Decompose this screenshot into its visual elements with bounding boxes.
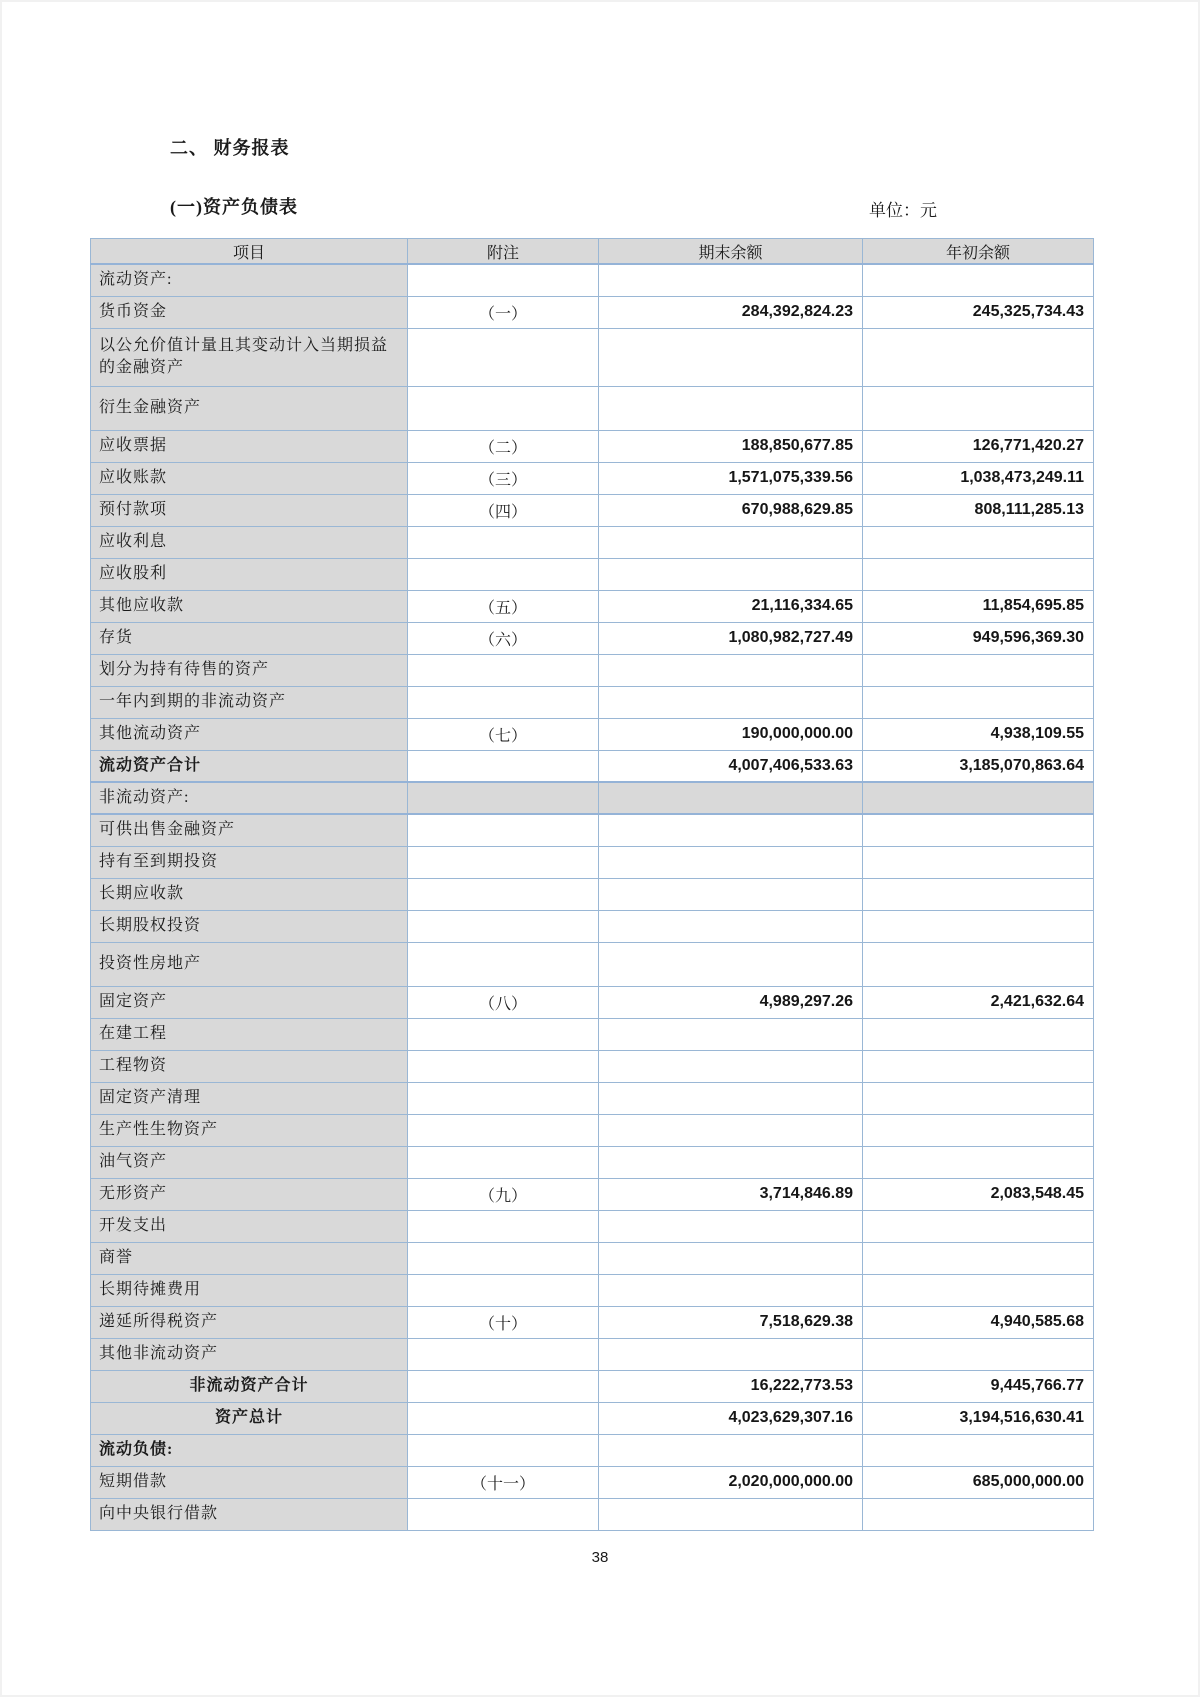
note-cell — [408, 1434, 599, 1466]
table-row — [91, 494, 1094, 526]
ending-balance-cell — [599, 846, 863, 878]
beginning-balance-cell — [863, 654, 1094, 686]
beginning-balance-cell — [863, 1082, 1094, 1114]
note-cell — [408, 686, 599, 718]
note-cell — [408, 846, 599, 878]
ending-balance-cell: 188,850,677.85 — [599, 430, 863, 462]
beginning-balance-cell — [863, 1434, 1094, 1466]
table-row — [91, 296, 1094, 328]
ending-balance-cell: 190,000,000.00 — [599, 718, 863, 750]
table-row — [91, 910, 1094, 942]
beginning-balance-cell: 11,854,695.85 — [863, 590, 1094, 622]
table-row — [91, 1402, 1094, 1434]
table-row — [91, 1050, 1094, 1082]
table-row — [91, 1082, 1094, 1114]
ending-balance-cell — [599, 328, 863, 386]
table-row — [91, 264, 1094, 296]
item-cell: 其他应收款 — [91, 590, 408, 622]
item-cell: 向中央银行借款 — [91, 1498, 408, 1530]
item-cell: 投资性房地产 — [91, 942, 408, 986]
item-cell: 长期应收款 — [91, 878, 408, 910]
ending-balance-cell — [599, 1210, 863, 1242]
beginning-balance-cell: 4,940,585.68 — [863, 1306, 1094, 1338]
ending-balance-cell — [599, 1114, 863, 1146]
ending-balance-cell: 1,080,982,727.49 — [599, 622, 863, 654]
beginning-balance-cell — [863, 942, 1094, 986]
item-cell: 预付款项 — [91, 494, 408, 526]
beginning-balance-cell: 3,185,070,863.64 — [863, 750, 1094, 782]
column-header-ending-balance: 期末余额 — [599, 239, 863, 265]
item-cell: 固定资产 — [91, 986, 408, 1018]
note-cell: （一） — [408, 296, 599, 328]
beginning-balance-cell — [863, 1146, 1094, 1178]
ending-balance-cell — [599, 1082, 863, 1114]
column-header-item: 项目 — [91, 239, 408, 265]
beginning-balance-cell: 4,938,109.55 — [863, 718, 1094, 750]
beginning-balance-cell: 2,083,548.45 — [863, 1178, 1094, 1210]
item-cell: 一年内到期的非流动资产 — [91, 686, 408, 718]
item-cell: 划分为持有待售的资产 — [91, 654, 408, 686]
ending-balance-cell — [599, 910, 863, 942]
ending-balance-cell — [599, 782, 863, 814]
table-row — [91, 846, 1094, 878]
beginning-balance-cell — [863, 328, 1094, 386]
note-cell — [408, 526, 599, 558]
table-row — [91, 1178, 1094, 1210]
balance-sheet-title: (一)资产负债表 — [170, 197, 298, 217]
beginning-balance-cell: 949,596,369.30 — [863, 622, 1094, 654]
table-row — [91, 1338, 1094, 1370]
note-cell — [408, 1146, 599, 1178]
ending-balance-cell: 21,116,334.65 — [599, 590, 863, 622]
note-cell — [408, 878, 599, 910]
note-cell — [408, 558, 599, 590]
item-cell: 其他流动资产 — [91, 718, 408, 750]
note-cell: （八） — [408, 986, 599, 1018]
table-row — [91, 1498, 1094, 1530]
table-row — [91, 942, 1094, 986]
note-cell — [408, 328, 599, 386]
beginning-balance-cell — [863, 526, 1094, 558]
note-cell — [408, 1210, 599, 1242]
ending-balance-cell — [599, 814, 863, 846]
beginning-balance-cell: 3,194,516,630.41 — [863, 1402, 1094, 1434]
note-cell — [408, 1050, 599, 1082]
ending-balance-cell — [599, 1146, 863, 1178]
beginning-balance-cell — [863, 264, 1094, 296]
table-row — [91, 1370, 1094, 1402]
note-cell — [408, 782, 599, 814]
item-cell: 长期股权投资 — [91, 910, 408, 942]
beginning-balance-cell — [863, 782, 1094, 814]
note-cell — [408, 910, 599, 942]
table-row — [91, 558, 1094, 590]
item-cell: 固定资产清理 — [91, 1082, 408, 1114]
table-row — [91, 1018, 1094, 1050]
table-row — [91, 328, 1094, 386]
note-cell — [408, 386, 599, 430]
beginning-balance-cell: 9,445,766.77 — [863, 1370, 1094, 1402]
item-cell: 可供出售金融资产 — [91, 814, 408, 846]
table-row — [91, 750, 1094, 782]
beginning-balance-cell — [863, 386, 1094, 430]
table-row — [91, 1274, 1094, 1306]
table-row — [91, 1434, 1094, 1466]
item-cell: 递延所得税资产 — [91, 1306, 408, 1338]
ending-balance-cell — [599, 942, 863, 986]
beginning-balance-cell — [863, 1338, 1094, 1370]
beginning-balance-cell — [863, 1114, 1094, 1146]
column-header-note: 附注 — [408, 239, 599, 265]
table-row — [91, 986, 1094, 1018]
item-cell: 油气资产 — [91, 1146, 408, 1178]
table-row — [91, 878, 1094, 910]
item-cell: 生产性生物资产 — [91, 1114, 408, 1146]
table-row — [91, 526, 1094, 558]
ending-balance-cell — [599, 654, 863, 686]
beginning-balance-cell: 808,111,285.13 — [863, 494, 1094, 526]
beginning-balance-cell — [863, 910, 1094, 942]
table-row — [91, 462, 1094, 494]
table-row — [91, 718, 1094, 750]
ending-balance-cell: 4,989,297.26 — [599, 986, 863, 1018]
ending-balance-cell: 2,020,000,000.00 — [599, 1466, 863, 1498]
note-cell: （六） — [408, 622, 599, 654]
note-cell — [408, 942, 599, 986]
table-row — [91, 622, 1094, 654]
item-cell: 应收票据 — [91, 430, 408, 462]
ending-balance-cell: 4,007,406,533.63 — [599, 750, 863, 782]
ending-balance-cell — [599, 526, 863, 558]
note-cell: （十一） — [408, 1466, 599, 1498]
section-title: 二、 财务报表 — [170, 138, 290, 158]
item-cell: 流动资产合计 — [91, 750, 408, 782]
table-row — [91, 1466, 1094, 1498]
table-row — [91, 1146, 1094, 1178]
note-cell — [408, 1082, 599, 1114]
item-cell: 非流动资产合计 — [91, 1370, 408, 1402]
item-cell: 工程物资 — [91, 1050, 408, 1082]
ending-balance-cell: 16,222,773.53 — [599, 1370, 863, 1402]
ending-balance-cell — [599, 878, 863, 910]
note-cell: （四） — [408, 494, 599, 526]
ending-balance-cell — [599, 1498, 863, 1530]
item-cell: 衍生金融资产 — [91, 386, 408, 430]
item-cell: 在建工程 — [91, 1018, 408, 1050]
table-row — [91, 386, 1094, 430]
balance-sheet-table — [90, 238, 1094, 1531]
table-row — [91, 782, 1094, 814]
beginning-balance-cell — [863, 686, 1094, 718]
item-cell: 应收账款 — [91, 462, 408, 494]
ending-balance-cell: 4,023,629,307.16 — [599, 1402, 863, 1434]
ending-balance-cell — [599, 1338, 863, 1370]
beginning-balance-cell — [863, 1210, 1094, 1242]
ending-balance-cell — [599, 686, 863, 718]
column-header-beginning-balance: 年初余额 — [863, 239, 1094, 265]
ending-balance-cell: 284,392,824.23 — [599, 296, 863, 328]
table-row — [91, 1210, 1094, 1242]
item-cell: 存货 — [91, 622, 408, 654]
page-number: 38 — [591, 1549, 609, 1566]
table-row — [91, 654, 1094, 686]
note-cell: （十） — [408, 1306, 599, 1338]
beginning-balance-cell: 685,000,000.00 — [863, 1466, 1094, 1498]
note-cell: （七） — [408, 718, 599, 750]
note-cell — [408, 264, 599, 296]
beginning-balance-cell: 2,421,632.64 — [863, 986, 1094, 1018]
ending-balance-cell: 7,518,629.38 — [599, 1306, 863, 1338]
beginning-balance-cell — [863, 1274, 1094, 1306]
table-row — [91, 590, 1094, 622]
ending-balance-cell — [599, 264, 863, 296]
note-cell: （五） — [408, 590, 599, 622]
item-cell: 货币资金 — [91, 296, 408, 328]
item-cell: 长期待摊费用 — [91, 1274, 408, 1306]
beginning-balance-cell: 245,325,734.43 — [863, 296, 1094, 328]
item-cell: 流动资产: — [91, 264, 408, 296]
item-cell: 短期借款 — [91, 1466, 408, 1498]
unit-label: 单位：元 — [869, 201, 937, 220]
table-header-row — [91, 239, 1094, 265]
note-cell — [408, 1370, 599, 1402]
note-cell — [408, 1274, 599, 1306]
item-cell: 流动负债: — [91, 1434, 408, 1466]
note-cell — [408, 814, 599, 846]
ending-balance-cell: 1,571,075,339.56 — [599, 462, 863, 494]
ending-balance-cell — [599, 1274, 863, 1306]
item-cell: 其他非流动资产 — [91, 1338, 408, 1370]
beginning-balance-cell — [863, 1242, 1094, 1274]
beginning-balance-cell: 126,771,420.27 — [863, 430, 1094, 462]
table-row — [91, 1306, 1094, 1338]
item-cell: 持有至到期投资 — [91, 846, 408, 878]
ending-balance-cell — [599, 558, 863, 590]
beginning-balance-cell — [863, 1498, 1094, 1530]
ending-balance-cell — [599, 1434, 863, 1466]
ending-balance-cell: 3,714,846.89 — [599, 1178, 863, 1210]
item-cell: 应收股利 — [91, 558, 408, 590]
note-cell — [408, 1498, 599, 1530]
table-row — [91, 430, 1094, 462]
note-cell — [408, 750, 599, 782]
beginning-balance-cell: 1,038,473,249.11 — [863, 462, 1094, 494]
note-cell — [408, 1018, 599, 1050]
beginning-balance-cell — [863, 846, 1094, 878]
item-cell: 以公允价值计量且其变动计入当期损益的金融资产 — [91, 328, 408, 386]
beginning-balance-cell — [863, 814, 1094, 846]
note-cell: （二） — [408, 430, 599, 462]
item-cell: 非流动资产: — [91, 782, 408, 814]
table-row — [91, 686, 1094, 718]
note-cell — [408, 1242, 599, 1274]
ending-balance-cell: 670,988,629.85 — [599, 494, 863, 526]
table-row — [91, 1242, 1094, 1274]
ending-balance-cell — [599, 1242, 863, 1274]
note-cell — [408, 1114, 599, 1146]
note-cell — [408, 1338, 599, 1370]
table-row — [91, 1114, 1094, 1146]
beginning-balance-cell — [863, 558, 1094, 590]
ending-balance-cell — [599, 386, 863, 430]
ending-balance-cell — [599, 1018, 863, 1050]
table-row — [91, 814, 1094, 846]
note-cell — [408, 654, 599, 686]
item-cell: 开发支出 — [91, 1210, 408, 1242]
beginning-balance-cell — [863, 878, 1094, 910]
item-cell: 资产总计 — [91, 1402, 408, 1434]
note-cell — [408, 1402, 599, 1434]
item-cell: 无形资产 — [91, 1178, 408, 1210]
beginning-balance-cell — [863, 1050, 1094, 1082]
note-cell: （三） — [408, 462, 599, 494]
item-cell: 商誉 — [91, 1242, 408, 1274]
ending-balance-cell — [599, 1050, 863, 1082]
note-cell: （九） — [408, 1178, 599, 1210]
item-cell: 应收利息 — [91, 526, 408, 558]
beginning-balance-cell — [863, 1018, 1094, 1050]
